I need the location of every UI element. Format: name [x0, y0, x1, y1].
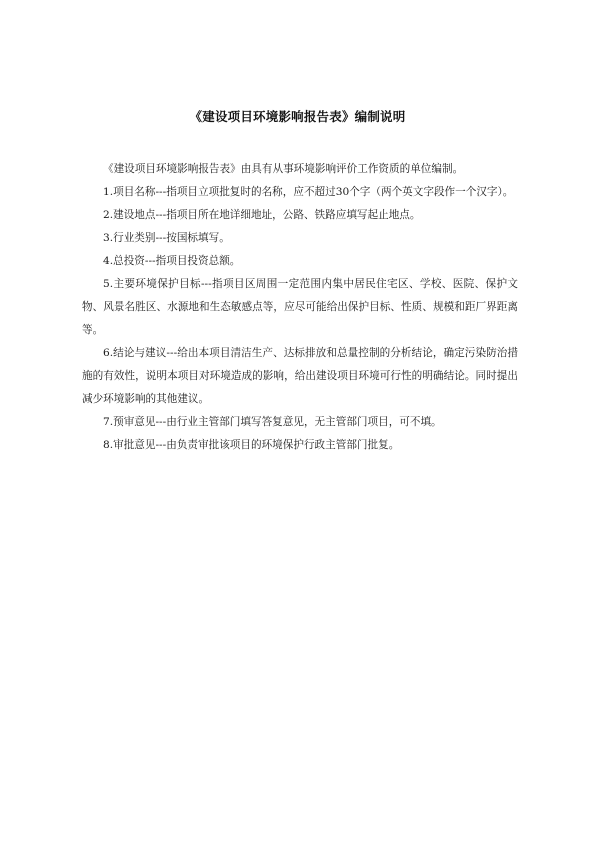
document-title: 《建设项目环境影响报告表》编制说明: [189, 109, 406, 124]
item-total-investment: 4.总投资---指项目投资总额。: [103, 255, 241, 267]
item-industry-category: 3.行业类别---按国标填写。: [103, 232, 230, 244]
item-project-name: 1.项目名称---指项目立项批复时的名称，应不超过30个字（两个英文字段作一个汉字）。: [103, 186, 514, 198]
item-preliminary-review: 7.预审意见---由行业主管部门填写答复意见，无主管部门项目，可不填。: [103, 416, 442, 428]
item-protection-targets: 5.主要环境保护目标---指项目区周围一定范围内集中居民住宅区、学校、医院、保护文物、风景名胜区、水源地和生态敏感点等，应尽可能给出保护目标、性质、规模和距厂界距离等。: [82, 278, 518, 336]
intro-paragraph: 《建设项目环境影响报告表》由具有从事环境影响评价工作资质的单位编制。: [103, 163, 464, 175]
item-conclusions: 6.结论与建议---给出本项目清洁生产、达标排放和总量控制的分析结论，确定污染防治措施的有效性，说明本项目对环境造成的影响，给出建设项目环境可行性的明确结论。同时提出减少环境影响的其他建议。: [82, 347, 518, 405]
item-approval-opinion: 8.审批意见---由负责审批该项目的环境保护行政主管部门批复。: [103, 439, 400, 451]
item-construction-site: 2.建设地点---指项目所在地详细地址，公路、铁路应填写起止地点。: [103, 209, 421, 221]
document-body: [82, 158, 518, 457]
